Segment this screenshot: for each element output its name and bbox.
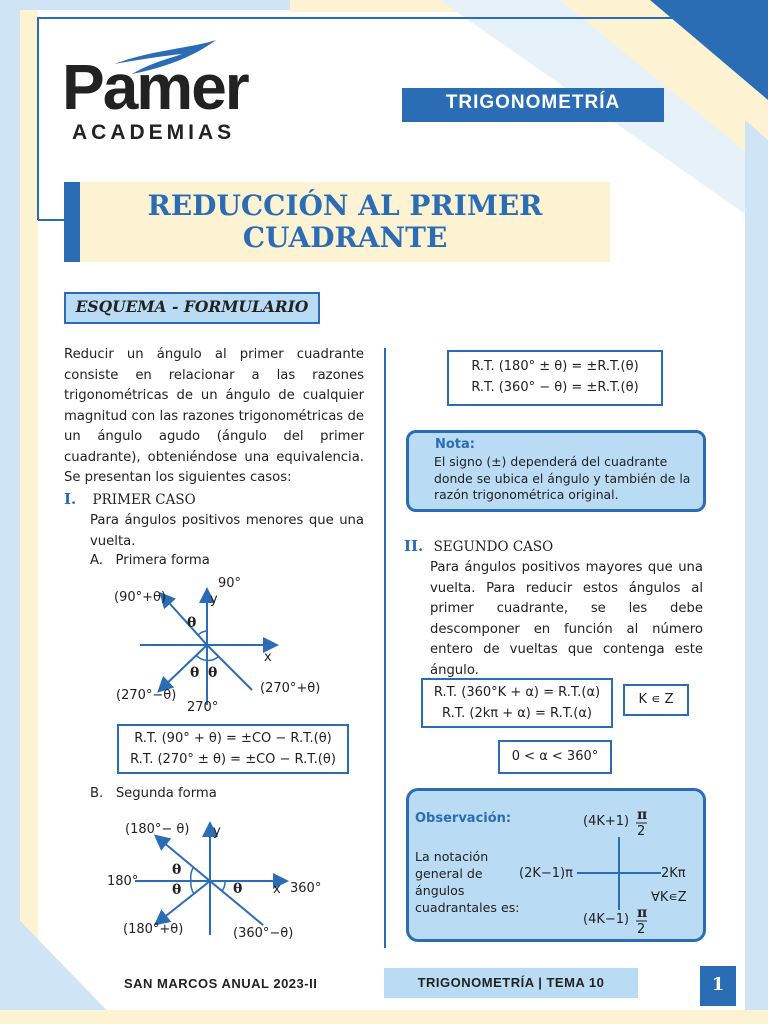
case2-desc-text: Para ángulos positivos mayores que una vuelta. Para reducir estos ángulos al primer cuadrante, se les debe descomponer en función al número entero de vueltas que contenga este ángulo. <box>430 560 703 678</box>
diagram-a-upper-left: (90°+θ) <box>114 590 167 605</box>
k-integer-box <box>623 684 689 716</box>
formula-case2 <box>421 678 613 728</box>
formula-top-line1: R.T. (180° ± θ) = ±R.T.(θ) <box>471 359 639 374</box>
section-label-text: ESQUEMA - FORMULARIO <box>75 297 309 316</box>
diagram-b-theta-2: θ <box>172 882 182 898</box>
diagram-b-x-label: x <box>273 882 281 897</box>
case1-numeral: I. <box>64 490 77 508</box>
quadrantal-bottom-pi: π <box>637 905 648 921</box>
case1-description <box>90 511 364 552</box>
diagram-second-form <box>105 815 345 945</box>
case1-title: PRIMER CASO <box>92 492 196 508</box>
quadrantal-top-two: 2 <box>637 824 646 839</box>
title-box <box>80 182 610 262</box>
page-title-line1: REDUCCIÓN AL PRIMER <box>147 189 543 222</box>
observation-text: La notación general de ángulos cuadrantales es: <box>415 849 520 915</box>
intro-text <box>64 345 364 489</box>
quadrantal-top: (4K+1) <box>583 814 630 829</box>
title-accent-bar <box>64 182 80 262</box>
case1-heading <box>64 490 196 508</box>
section-label <box>64 292 320 324</box>
note-text: El signo (±) dependerá del cuadrante donde se ubica el ángulo y también de la razón trigonométrica original. <box>434 454 691 502</box>
diagram-a-bottom: 270° <box>187 700 219 715</box>
case2-heading <box>404 537 553 555</box>
alpha-range-text: 0 < α < 360° <box>511 749 599 764</box>
formula-case2-line2: R.T. (2kπ + α) = R.T.(α) <box>442 706 592 721</box>
diagram-b-theta-3: θ <box>233 881 243 897</box>
formula-a-line2: R.T. (270° ± θ) = ±CO − R.T.(θ) <box>130 752 336 767</box>
column-divider <box>384 348 386 948</box>
course-tag-label: TRIGONOMETRÍA <box>445 92 621 113</box>
k-integer-text: K ∊ Z <box>638 692 674 707</box>
diagram-first-form <box>110 575 360 715</box>
diagram-b-theta-1: θ <box>172 862 182 878</box>
diagram-a-lower-left: (270°−θ) <box>116 688 177 703</box>
note-box <box>406 430 706 512</box>
formula-case2-line1: R.T. (360°K + α) = R.T.(α) <box>433 685 601 700</box>
formula-case1-second <box>447 350 663 406</box>
page-number: 1 <box>711 974 725 995</box>
formula-top-line2: R.T. (360° − θ) = ±R.T.(θ) <box>471 380 639 395</box>
diagram-a-top-label: 90° <box>218 576 242 591</box>
diagram-b-left: 180° <box>107 874 139 889</box>
quadrantal-top-pi: π <box>637 807 648 823</box>
note-title: Nota: <box>435 437 475 452</box>
form-b-label: B. Segunda forma <box>90 786 217 801</box>
alpha-range-box <box>498 740 612 774</box>
quadrantal-diagram <box>519 795 699 935</box>
diagram-a-x-label: x <box>264 650 272 665</box>
case2-title: SEGUNDO CASO <box>433 539 554 555</box>
logo-name: Pamer <box>62 51 248 123</box>
diagram-b-lower-left: (180°+θ) <box>123 922 184 937</box>
diagram-a-theta-2: θ <box>190 665 200 681</box>
formula-a-line1: R.T. (90° + θ) = ±CO − R.T.(θ) <box>134 731 332 746</box>
footer-center <box>384 968 638 998</box>
quadrantal-left: (2K−1)π <box>519 866 573 881</box>
quadrantal-bottom-two: 2 <box>637 922 646 935</box>
diagram-a-theta-3: θ <box>208 665 218 681</box>
quadrantal-forall: ∀K∊Z <box>651 890 687 905</box>
diagram-a-theta-1: θ <box>187 615 197 631</box>
observation-box <box>406 788 706 942</box>
diagram-b-right: 360° <box>290 881 322 896</box>
quadrantal-bottom: (4K−1) <box>583 912 630 927</box>
footer-center-text: TRIGONOMETRÍA | TEMA 10 <box>417 975 605 990</box>
page-number-badge <box>700 966 736 1006</box>
logo-subtitle: ACADEMIAS <box>72 121 236 144</box>
footer-left: SAN MARCOS ANUAL 2023-II <box>124 976 318 991</box>
diagram-a-y-label: y <box>210 592 218 607</box>
form-a-label: A. Primera forma <box>90 553 210 568</box>
diagram-b-y-label: y <box>213 824 221 839</box>
quadrantal-right: 2Kπ <box>661 866 686 881</box>
case1-desc-text: Para ángulos positivos menores que una vuelta. <box>90 513 364 549</box>
case2-description <box>430 558 703 681</box>
diagram-a-lower-right: (270°+θ) <box>260 681 321 696</box>
formula-first-form <box>117 724 349 774</box>
diagram-b-lower-right: (360°−θ) <box>233 926 294 941</box>
intro-paragraph: Reducir un ángulo al primer cuadrante consiste en relacionar a las razones trigonométricas de un ángulo de cualquier magnitud con las razones trigonométricas de un ángulo agudo (ángulo del primer cuadrante), obteniéndose una equivalencia. Se presentan los siguientes casos: <box>64 347 364 485</box>
course-tag <box>402 88 664 122</box>
case2-numeral: II. <box>404 537 424 555</box>
diagram-b-upper-left: (180°− θ) <box>125 822 190 837</box>
observation-title: Observación: <box>415 811 512 826</box>
page-title-line2: CUADRANTE <box>242 221 448 254</box>
